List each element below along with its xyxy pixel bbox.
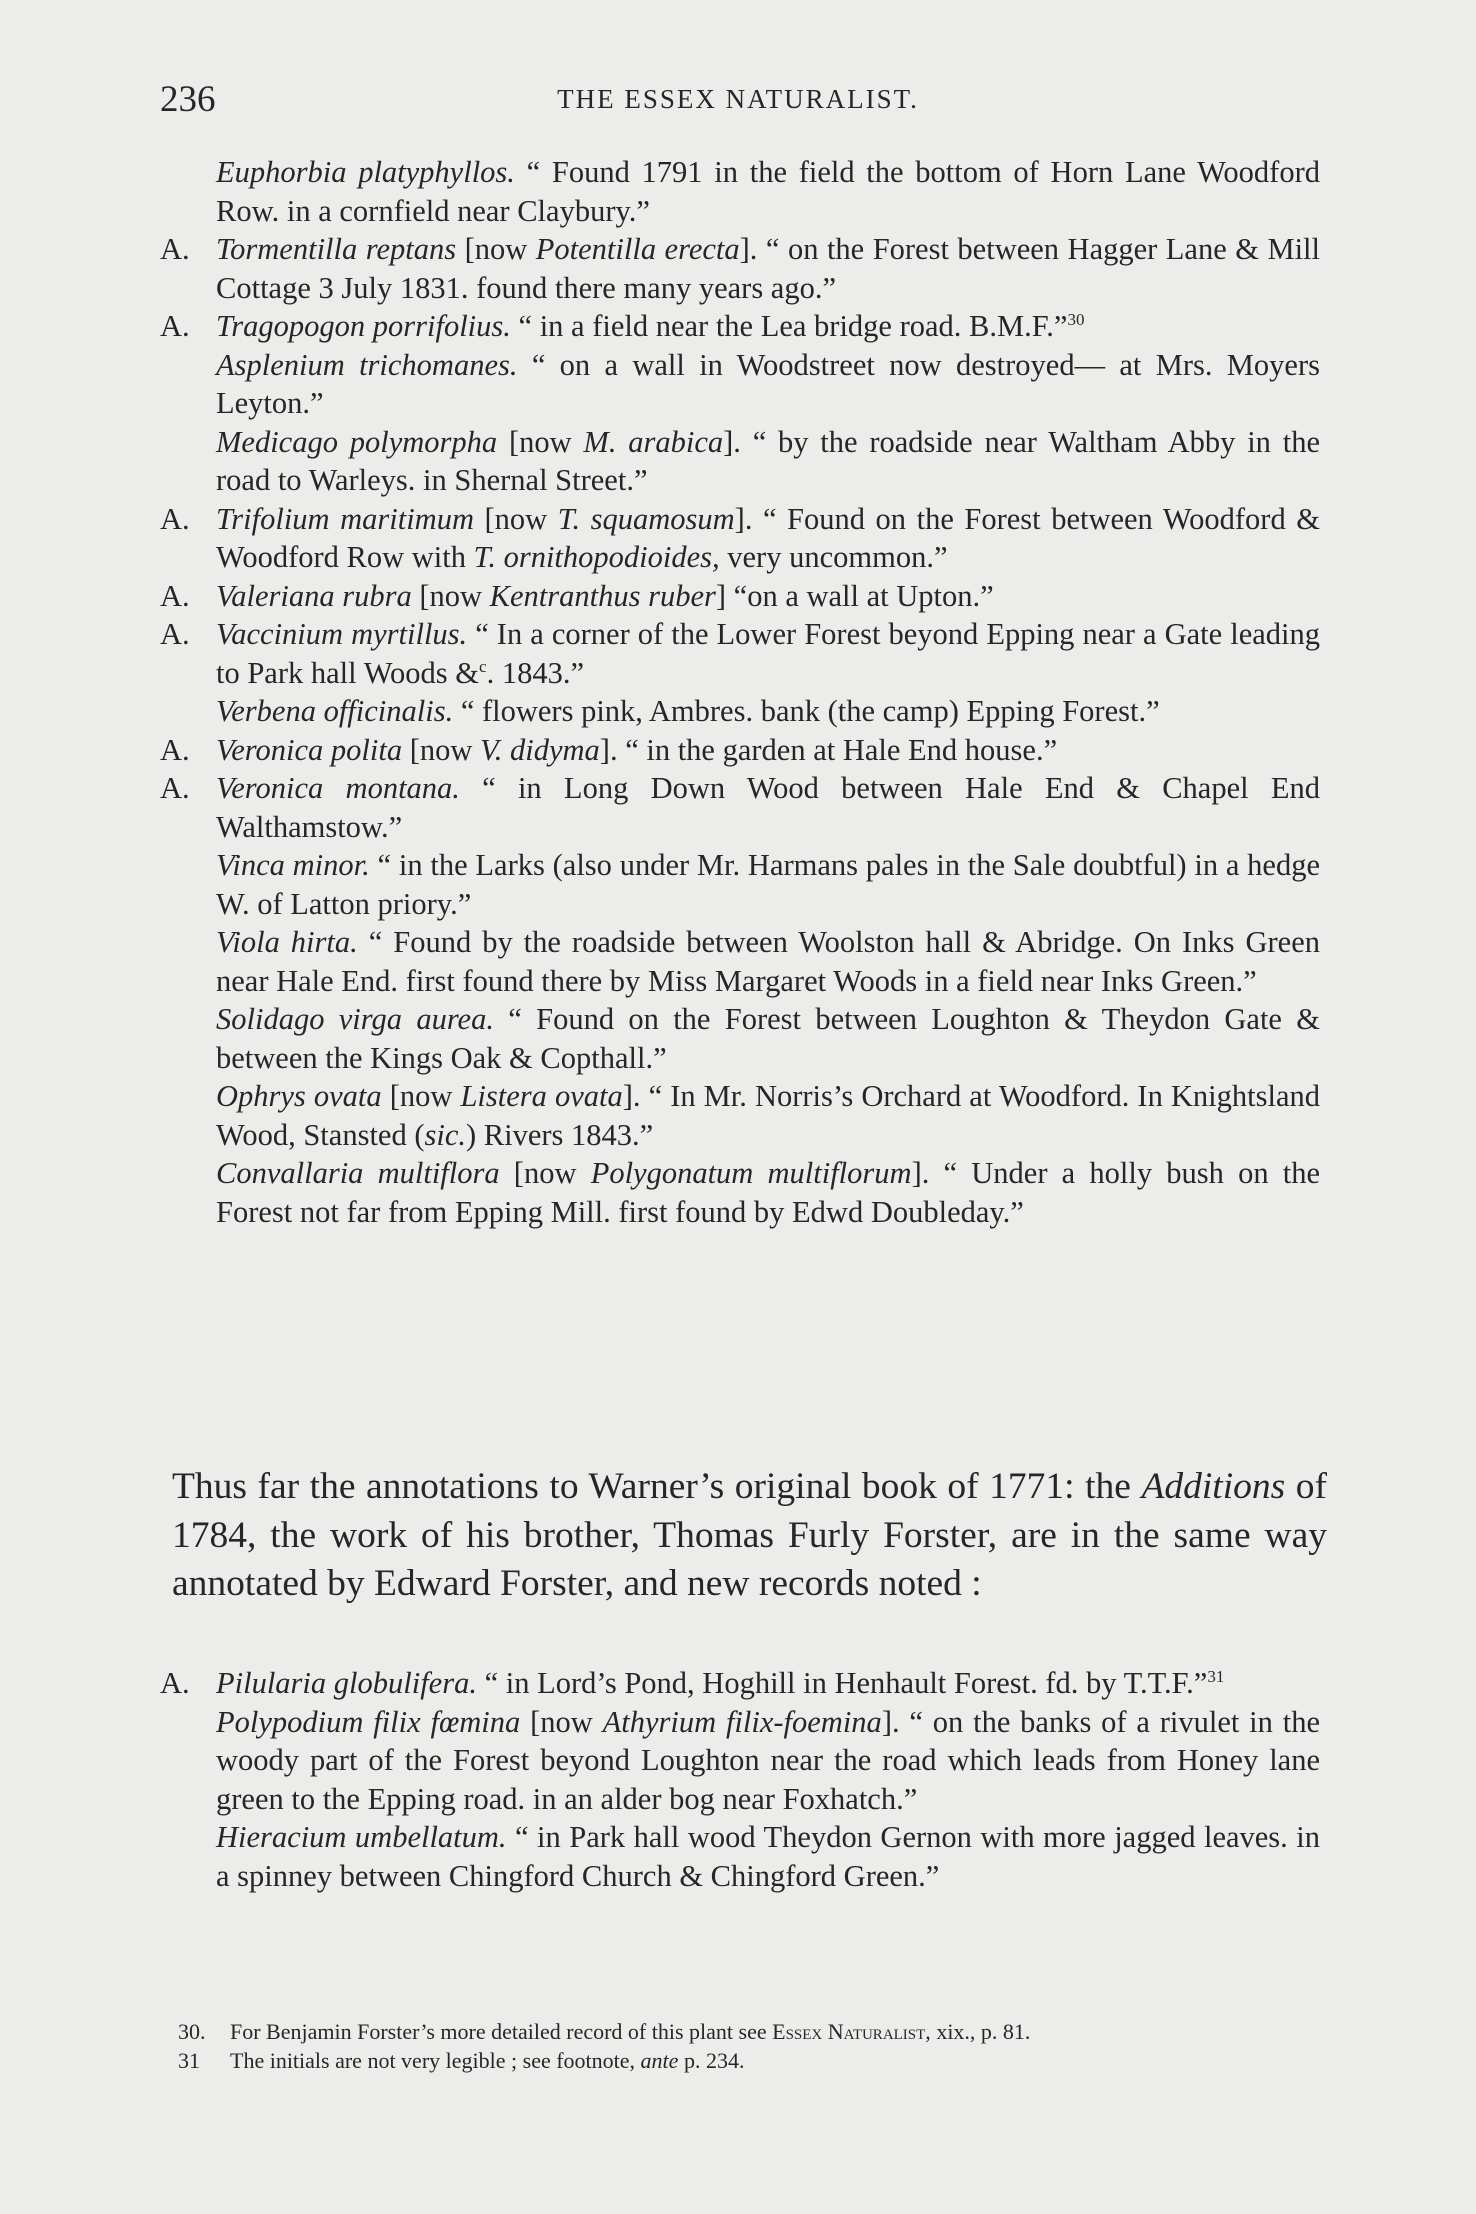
species-name: Polypodium filix fœmina xyxy=(216,1704,521,1739)
current-name: Listera ovata xyxy=(460,1079,623,1113)
entry-mark: A. xyxy=(160,578,190,613)
page-number: 236 xyxy=(160,79,216,120)
species-list-additions xyxy=(160,1664,1320,1895)
cited-name: T. ornithopodioides, xyxy=(473,540,720,574)
species-name: Asplenium trichomanes. xyxy=(216,347,518,382)
species-entry xyxy=(160,500,1320,577)
entry-text: ) Rivers 1843.” xyxy=(466,1117,654,1152)
entry-text: “ in the Larks (also under Mr. Harmans pales in the Sale doubtful) in a hedge W. of Latton priory.” xyxy=(216,848,1321,921)
entry-text: “ Found on the Forest between Loughton & Theydon Gate & between the Kings Oak & Copthall.” xyxy=(216,1002,1320,1075)
species-entry xyxy=(160,346,1320,423)
species-entry xyxy=(160,423,1320,500)
species-name: Pilularia globulifera. xyxy=(216,1666,477,1700)
entry-mark: A. xyxy=(160,617,190,651)
species-name: Vinca minor. xyxy=(216,848,370,882)
running-title: THE ESSEX NATURALIST. xyxy=(557,84,919,114)
species-name: Hieracium umbellatum. xyxy=(216,1820,507,1854)
current-name: V. didyma xyxy=(480,732,600,767)
entry-text: ]. “ on the Forest between Hagger Lane & Mill Cottage 3 July 1831. found there many years ago.” xyxy=(216,232,1320,305)
species-name: Tormentilla reptans xyxy=(216,232,457,266)
entry-text: “ Found 1791 in the field the bottom of Horn Lane Woodford Row. in a cornfield near Claybury.” xyxy=(216,155,1320,228)
paragraph-text-1: Thus far the annotations to Warner’s original book of 1771: the xyxy=(172,1466,1142,1507)
species-entry xyxy=(160,1703,1320,1819)
species-entry xyxy=(160,577,1320,616)
species-name: Verbena officinalis. xyxy=(216,694,454,728)
entry-text: “ In a corner of the Lower Forest beyond Epping near a Gate leading to Park hall Woods & xyxy=(216,617,1320,690)
entry-text: ] “on a wall at Upton.” xyxy=(715,578,994,613)
species-name: Valeriana rubra xyxy=(216,578,412,613)
species-name: Convallaria multiflora xyxy=(216,1156,500,1190)
entry-text: very uncommon.” xyxy=(719,540,948,574)
footnote-journal: Essex Naturalist, xyxy=(772,2019,931,2044)
footnote-30 xyxy=(178,2017,1328,2046)
superscript: c xyxy=(479,656,487,676)
entry-mark: A. xyxy=(160,771,190,805)
species-name: Tragopogon porrifolius. xyxy=(216,309,511,343)
current-name: T. squamosum xyxy=(557,501,735,536)
footnote-ref: 30 xyxy=(1067,309,1085,329)
entry-text: [now xyxy=(402,732,481,767)
footnote-text-end: xix., p. 81. xyxy=(930,2019,1031,2044)
entry-text: “ in Long Down Wood between Hale End & Chapel End Walthamstow.” xyxy=(216,771,1320,844)
entry-mark: A. xyxy=(160,732,190,767)
species-entry xyxy=(160,846,1320,923)
entry-text: “ flowers pink, Ambres. bank (the camp) Epping Forest.” xyxy=(453,694,1160,728)
paragraph-text-2: of 1784, the work of his brother, Thomas Furly Forster, are in the same way annotated by Edward Forster, and new records noted : xyxy=(172,1466,1327,1604)
species-entry xyxy=(160,307,1320,346)
species-entry xyxy=(160,692,1320,731)
species-entry xyxy=(160,1154,1320,1231)
body-paragraph xyxy=(172,1463,1327,1609)
species-name: Medicago polymorpha xyxy=(216,424,498,459)
species-name: Veronica polita xyxy=(216,732,403,767)
species-name: Solidago virga aurea. xyxy=(216,1002,494,1036)
cited-name: sic. xyxy=(424,1117,466,1152)
entry-text: [now xyxy=(497,424,584,459)
current-name: Potentilla erecta xyxy=(535,232,740,266)
species-entry xyxy=(160,1818,1320,1895)
entry-mark: A. xyxy=(160,501,190,536)
entry-text: ]. “ by the roadside near Waltham Abby in the road to Warleys. in Shernal Street.” xyxy=(216,424,1320,497)
entry-text: “ in a field near the Lea bridge road. B.M.F.” xyxy=(510,309,1068,343)
species-entry xyxy=(160,1077,1320,1154)
entry-text: [now xyxy=(381,1079,461,1113)
species-entry xyxy=(160,1664,1320,1703)
entry-mark: A. xyxy=(160,309,190,343)
entry-text: “ on a wall in Woodstreet now destroyed— at Mrs. Moyers Leyton.” xyxy=(216,347,1320,420)
species-name: Viola hirta. xyxy=(216,925,358,959)
entry-text: “ in Park hall wood Theydon Gernon with more jagged leaves. in a spinney between Chingford Church & Chingford Green.” xyxy=(216,1820,1320,1893)
entry-mark: A. xyxy=(160,232,190,266)
entry-text: [now xyxy=(473,501,558,536)
current-name: M. arabica xyxy=(583,424,724,459)
species-name: Vaccinium myrtillus. xyxy=(216,617,468,651)
page-header xyxy=(0,78,1476,128)
species-list-annotations xyxy=(160,153,1320,1231)
entry-text: [now xyxy=(499,1156,591,1190)
species-entry xyxy=(160,731,1320,770)
entry-text: [now xyxy=(411,578,490,613)
species-name: Veronica montana. xyxy=(216,771,460,805)
species-name: Trifolium maritimum xyxy=(216,501,474,536)
entry-text: ]. “ In Mr. Norris’s Orchard at Woodford. In Knightsland Wood, Stansted ( xyxy=(216,1079,1321,1152)
entry-text: ]. “ Found on the Forest between Woodford & Woodford Row with xyxy=(216,501,1320,574)
species-entry xyxy=(160,615,1320,692)
entry-text: [now xyxy=(520,1704,603,1739)
entry-text: “ in Lord’s Pond, Hoghill in Henhault Forest. fd. by T.T.F.” xyxy=(476,1666,1208,1700)
footnotes xyxy=(178,2017,1328,2075)
footnote-text: The initials are not very legible ; see footnote, xyxy=(230,2048,641,2073)
footnote-31 xyxy=(178,2046,1328,2075)
entry-text: ]. “ on the banks of a rivulet in the woody part of the Forest beyond Loughton near the road which leads from Honey lane green to the Epping road. in an alder bog near Foxhatch.” xyxy=(216,1704,1320,1816)
current-name: Kentranthus ruber xyxy=(489,578,716,613)
footnote-ref: 31 xyxy=(1207,1666,1225,1686)
species-name: Euphorbia platyphyllos. xyxy=(216,155,515,189)
species-entry xyxy=(160,923,1320,1000)
species-entry xyxy=(160,153,1320,230)
species-name: Ophrys ovata xyxy=(216,1079,382,1113)
footnote-text-end: p. 234. xyxy=(678,2048,745,2073)
entry-text: “ Found by the roadside between Woolston hall & Abridge. On Inks Green near Hale End. first found there by Miss Margaret Woods in a field near Inks Green.” xyxy=(216,925,1320,998)
entry-text: . 1843.” xyxy=(486,655,584,690)
entry-mark: A. xyxy=(160,1666,190,1700)
species-entry xyxy=(160,1000,1320,1077)
current-name: Athyrium filix-foemina xyxy=(602,1704,882,1739)
entry-text: ]. “ Under a holly bush on the Forest not far from Epping Mill. first found by Edwd Doubleday.” xyxy=(216,1156,1321,1229)
footnote-number: 30. xyxy=(178,2019,206,2044)
footnote-text: For Benjamin Forster’s more detailed record of this plant see xyxy=(230,2019,773,2044)
entry-text: [now xyxy=(456,232,536,266)
paragraph-italic: Additions xyxy=(1141,1466,1286,1507)
current-name: Polygonatum multiflorum xyxy=(590,1156,912,1190)
entry-text: ]. “ in the garden at Hale End house.” xyxy=(599,732,1058,767)
species-entry xyxy=(160,769,1320,846)
footnote-number: 31 xyxy=(178,2048,200,2073)
footnote-italic: ante xyxy=(640,2048,679,2073)
species-entry xyxy=(160,230,1320,307)
